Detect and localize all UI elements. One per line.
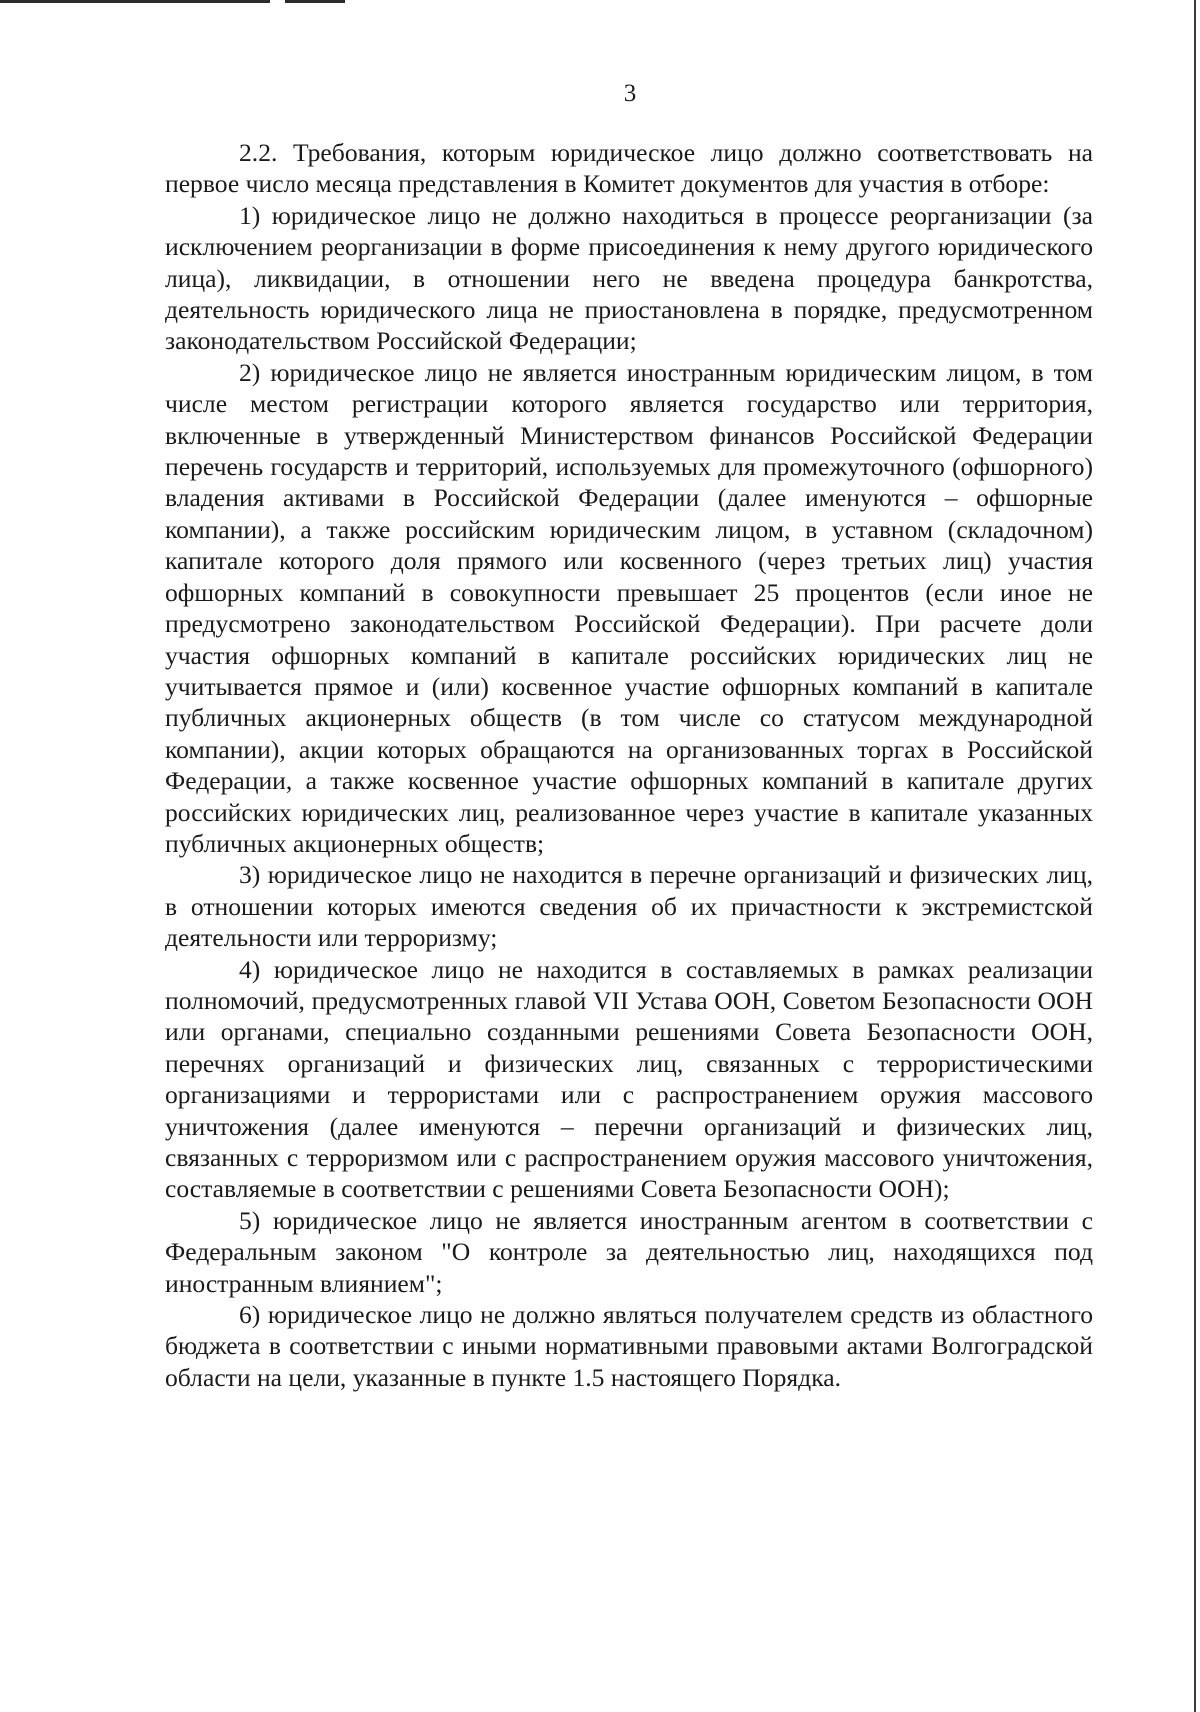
document-body <box>165 137 1093 1393</box>
paragraph-item-4: 4) юридическое лицо не находится в составляемых в рамках реализации полномочий, предусмотренных главой VII Устава ООН, Советом Безопасности ООН или органами, специально созданными решениями Совета Безопасности ООН, перечнях организаций и физических лиц, связанных с террористическими организациями и террористами или с распространением оружия массового уничтожения (далее именуются – перечни организаций и физических лиц, связанных с терроризмом или с распространением оружия массового уничтожения, составляемые в соответствии с решениями Совета Безопасности ООН); <box>165 954 1093 1204</box>
page-number: 3 <box>623 80 637 107</box>
scan-edge-mark <box>285 0 345 3</box>
paragraph-item-5: 5) юридическое лицо не является иностранным агентом в соответствии с Федеральным законом "О контроле за деятельностью лиц, находящихся под иностранным влиянием"; <box>165 1205 1093 1298</box>
paragraph-item-2: 2) юридическое лицо не является иностранным юридическим лицом, в том числе местом регистрации которого является государство или территория, включенные в утвержденный Министерством финансов Российской Федерации перечень государств и территорий, используемых для промежуточного (офшорного) владения активами в Российской Федерации (далее именуются – офшорные компании), а также российским юридическим лицом, в уставном (складочном) капитале которого доля прямого или косвенного (через третьих лиц) участия офшорных компаний в совокупности превышает 25 процентов (если иное не предусмотрено законодательством Российской Федерации). При расчете доли участия офшорных компаний в капитале российских юридических лиц не учитывается прямое и (или) косвенное участие офшорных компаний в капитале публичных акционерных обществ (в том числе со статусом международной компании), акции которых обращаются на организованных торгах в Российской Федерации, а также косвенное участие офшорных компаний в капитале других российских юридических лиц, реализованное через участие в капитале указанных публичных акционерных обществ; <box>165 357 1093 858</box>
paragraph-item-1: 1) юридическое лицо не должно находиться в процессе реорганизации (за исключением реорганизации в форме присоединения к нему другого юридического лица), ликвидации, в отношении него не введена процедура банкротства, деятельность юридического лица не приостановлена в порядке, предусмотренном законодательством Российской Федерации; <box>165 200 1093 356</box>
paragraph-2-2: 2.2. Требования, которым юридическое лицо должно соответствовать на первое число месяца представления в Комитет документов для участия в отборе: <box>165 138 1093 199</box>
scan-edge-mark <box>0 0 270 3</box>
paragraph-item-3: 3) юридическое лицо не находится в перечне организаций и физических лиц, в отношении которых имеются сведения об их причастности к экстремистской деятельности или терроризму; <box>165 860 1093 953</box>
scan-edge-line <box>1194 0 1196 1712</box>
paragraph-item-6: 6) юридическое лицо не должно являться получателем средств из областного бюджета в соответствии с иными нормативными правовыми актами Волгоградской области на цели, указанные в пункте 1.5 настоящего Порядка. <box>165 1300 1093 1392</box>
